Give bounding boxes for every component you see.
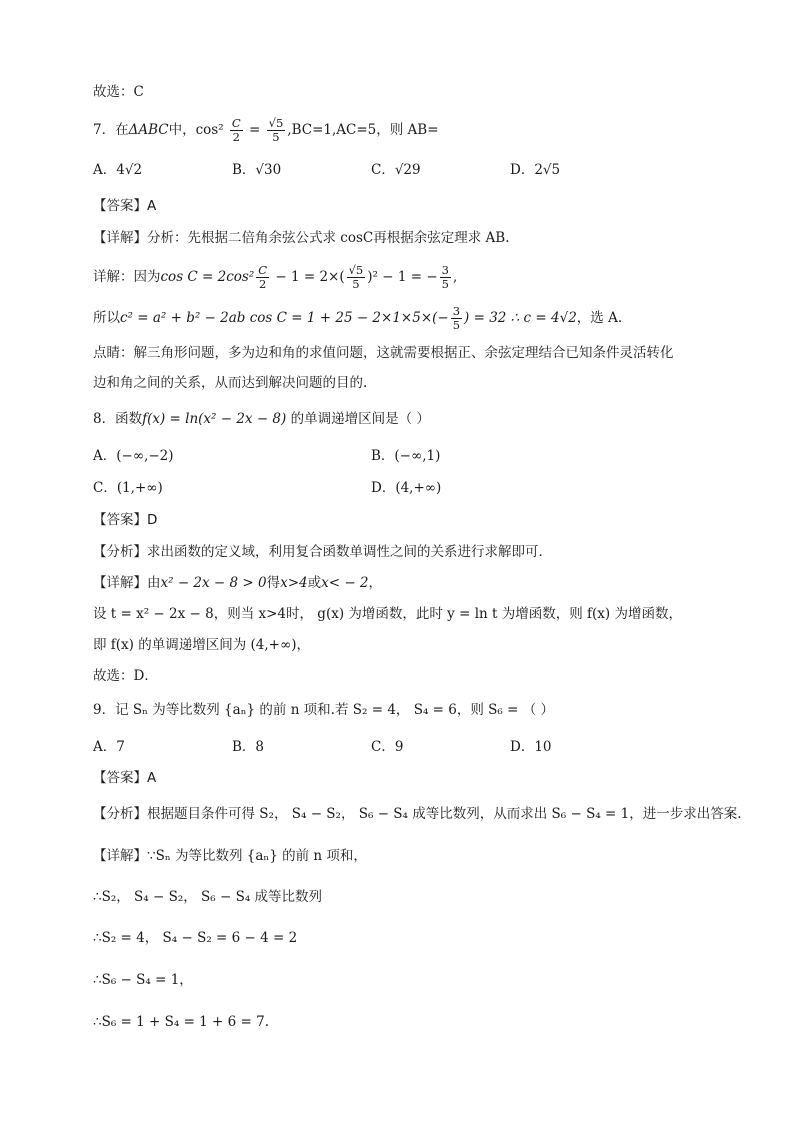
q7-line1-expr-a: cos C = 2cos² bbox=[160, 269, 255, 285]
q8-detail-line4: 故选：D． bbox=[93, 668, 158, 684]
q8-option-a: A．(−∞,−2) bbox=[93, 448, 174, 464]
q8-detail-1c: 得 bbox=[266, 575, 281, 591]
q7-line2-frac-3-5 bbox=[451, 305, 462, 332]
q7-line1-frac-c bbox=[256, 264, 269, 291]
q8-detail-1a: 由 bbox=[147, 575, 161, 591]
q7-stem-suffix: ,BC=1,AC=5，则 AB= bbox=[287, 122, 439, 138]
q8-detail-1f: x< − 2 bbox=[321, 575, 369, 591]
q9-answer: 【答案】A bbox=[93, 770, 157, 786]
q9-step-2: ∴S₂ = 4， S₄ − S₂ = 6 − 4 = 2 bbox=[93, 930, 298, 946]
q7-line1-prefix: 详解：因为 bbox=[93, 269, 161, 285]
q7-line2-expr-a: c² = a² + b² − 2ab cos C = 1 + 25 − 2×1×5×(− bbox=[120, 310, 449, 326]
q8-stem-prefix: 8．函数 bbox=[93, 411, 143, 427]
q7-line2-frac-3-den: 5 bbox=[452, 318, 461, 332]
q7-stem-mid: 中， bbox=[168, 122, 196, 138]
q7-line1-frac-3-den: 5 bbox=[441, 277, 449, 291]
q7-option-d: D．2√5 bbox=[510, 162, 561, 178]
q7-frac-root5-den: 5 bbox=[272, 130, 280, 144]
q9-stem: 9．记 Sₙ 为等比数列 {aₙ} 的前 n 项和.若 S₂ = 4， S₄ = 6，则 S₆ = （ ） bbox=[93, 702, 554, 718]
q9-detail bbox=[93, 846, 367, 866]
q8-detail-line3: 即 f(x) 的单调递增区间为 (4,+∞)， bbox=[93, 637, 310, 653]
q8-detail-1b: x² − 2x − 8 > 0 bbox=[160, 575, 267, 591]
q9-option-c: C．9 bbox=[371, 739, 404, 755]
q7-comment-line2: 边和角之间的关系，从而达到解决问题的目的. bbox=[93, 375, 368, 391]
q8-stem-suffix: 的单调递增区间是（ ） bbox=[286, 411, 430, 427]
q7-frac-root5-num: √5 bbox=[268, 116, 284, 130]
q9-detail-text: ∵Sₙ 为等比数列 {aₙ} 的前 n 项和， bbox=[147, 848, 367, 864]
q8-option-c: C．(1,+∞) bbox=[93, 480, 163, 496]
q7-line1-frac-3-5 bbox=[440, 264, 451, 291]
q9-analysis bbox=[93, 804, 742, 824]
q7-line1-frac-root5-num: √5 bbox=[348, 263, 364, 277]
q9-analysis-head: 【分析】 bbox=[93, 806, 147, 822]
q8-analysis-text: 求出函数的定义域，利用复合函数单调性之间的关系进行求解即可． bbox=[147, 544, 552, 560]
q8-detail-1e: 或 bbox=[307, 575, 322, 591]
q8-detail-1d: x>4 bbox=[280, 575, 308, 591]
q8-option-d: D．(4,+∞) bbox=[371, 480, 442, 496]
q7-detail-text: 分析：先根据二倍角余弦公式求 cosC再根据余弦定理求 AB. bbox=[147, 230, 510, 246]
q8-detail-line1 bbox=[93, 573, 382, 593]
q9-option-a: A．7 bbox=[93, 739, 125, 755]
q7-line1-frac-c-num: C bbox=[258, 263, 268, 277]
q7-line1-frac-root5-den: 5 bbox=[352, 277, 360, 291]
q7-stem-prefix: 7．在 bbox=[93, 122, 129, 138]
q8-stem bbox=[93, 409, 430, 429]
q7-detail-line1 bbox=[93, 264, 457, 291]
q7-option-c: C．√29 bbox=[371, 162, 421, 178]
q8-analysis-head: 【分析】 bbox=[93, 544, 147, 560]
q7-line1-expr-c: )² − 1 = − bbox=[367, 269, 438, 285]
q7-triangle: ΔABC bbox=[128, 122, 169, 138]
q7-eq: = bbox=[244, 122, 265, 138]
q9-step-1: ∴S₂， S₄ − S₂， S₆ − S₄ 成等比数列 bbox=[93, 889, 323, 905]
q6-conclusion: 故选：C bbox=[93, 84, 144, 100]
q7-line1-frac-root5 bbox=[347, 264, 366, 291]
q7-line1-expr-b: − 1 = 2×( bbox=[271, 269, 345, 285]
q7-line1-frac-c-den: 2 bbox=[258, 277, 267, 291]
q9-step-3: ∴S₆ − S₄ = 1， bbox=[93, 972, 193, 988]
q7-line2-prefix: 所以 bbox=[93, 310, 120, 326]
q7-detail-head: 【详解】 bbox=[93, 230, 147, 246]
q7-comment-line1: 点睛：解三角形问题，多为边和角的求值问题，这就需要根据正、余弦定理结合已知条件灵活转化 bbox=[93, 345, 674, 361]
q7-line1-end: , bbox=[452, 269, 458, 285]
q7-detail-analysis bbox=[93, 228, 510, 248]
q7-frac-root5 bbox=[267, 117, 286, 144]
q8-detail-line2: 设 t = x² − 2x − 8，则当 x>4时， g(x) 为增函数，此时 y = ln t 为增函数，则 f(x) 为增函数， bbox=[93, 606, 682, 622]
q7-option-a: A．4√2 bbox=[93, 162, 143, 178]
q9-step-4: ∴S₆ = 1 + S₄ = 1 + 6 = 7. bbox=[93, 1014, 270, 1030]
q7-line2-end: ，选 A. bbox=[576, 310, 623, 326]
q7-stem bbox=[93, 117, 439, 144]
q9-analysis-text: 根据题目条件可得 S₂， S₄ − S₂， S₆ − S₄ 成等比数列，从而求出 S₆ − S₄ = 1，进一步求出答案. bbox=[147, 806, 742, 822]
q8-detail-1g: ， bbox=[368, 575, 383, 591]
q7-line2-expr-b: ) = 32 ∴ c = 4√2 bbox=[464, 310, 577, 326]
q8-option-b: B．(−∞,1) bbox=[371, 448, 441, 464]
q7-frac-c-half bbox=[230, 117, 243, 144]
q8-analysis bbox=[93, 542, 552, 562]
q7-frac-c-den: 2 bbox=[232, 130, 240, 144]
q8-function: f(x) = ln(x² − 2x − 8) bbox=[142, 411, 287, 427]
q8-answer: 【答案】D bbox=[93, 512, 158, 528]
q7-line2-frac-3-num: 3 bbox=[452, 304, 461, 318]
q7-line1-frac-3-num: 3 bbox=[441, 263, 449, 277]
q9-detail-head: 【详解】 bbox=[93, 848, 147, 864]
q9-option-b: B．8 bbox=[232, 739, 265, 755]
q7-cos: cos² bbox=[195, 122, 228, 138]
q8-detail-head: 【详解】 bbox=[93, 575, 147, 591]
q7-frac-c-num: C bbox=[231, 116, 241, 130]
q9-option-d: D．10 bbox=[510, 739, 552, 755]
q7-option-b: B．√30 bbox=[232, 162, 282, 178]
q7-answer: 【答案】A bbox=[93, 198, 157, 214]
q7-detail-line2 bbox=[93, 305, 622, 332]
